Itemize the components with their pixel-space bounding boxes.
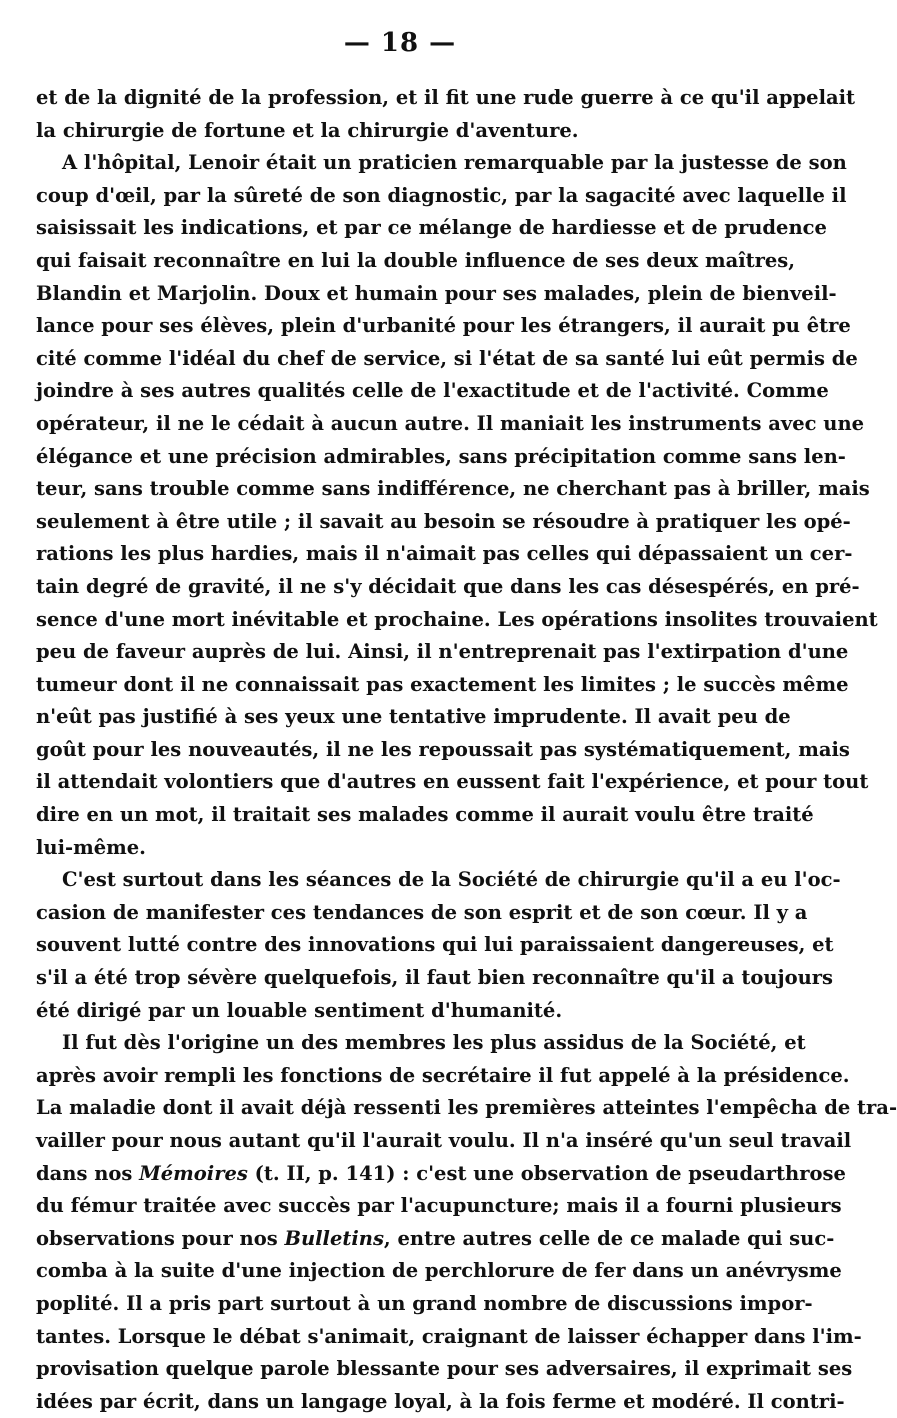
text-line: Blandin et Marjolin. Doux et humain pour ses malades, plein de bienveil- [36,281,837,305]
text-line: rations les plus hardies, mais il n'aimait pas celles qui dépassaient un cer- [36,542,853,566]
text-line [36,1158,846,1191]
text-line: élégance et une précision admirables, sans précipitation comme sans len- [36,444,846,468]
text-segment: , entre autres celle de ce malade qui suc- [383,1226,835,1250]
memoires-title: Mémoires [139,1161,248,1185]
text-line: opérateur, il ne le cédait à aucun autre. Il maniait les instruments avec une [36,411,865,435]
text-line: C'est surtout dans les séances de la Société de chirurgie qu'il a eu l'oc- [62,868,841,892]
text-line: tain degré de gravité, il ne s'y décidait que dans les cas désespérés, en pré- [36,574,860,598]
text-line: lui-même. [36,835,146,859]
text-line: poplité. Il a pris part surtout à un grand nombre de discussions impor- [36,1291,813,1315]
text-line: casion de manifester ces tendances de son esprit et de son cœur. Il y a [36,900,808,924]
text-line: provisation quelque parole blessante pour ses adversaires, il exprimait ses [36,1357,853,1381]
text-line: lance pour ses élèves, plein d'urbanité pour les étrangers, il aurait pu être [36,314,851,338]
text-line: s'il a été trop sévère quelquefois, il faut bien reconnaître qu'il a toujours [36,966,834,990]
text-line: vailler pour nous autant qu'il l'aurait voulu. Il n'a inséré qu'un seul travail [36,1129,852,1152]
text-segment: observations pour nos [36,1226,285,1250]
text-line: saisissait les indications, et par ce mélange de hardiesse et de prudence [36,216,827,240]
text-line: n'eût pas justifié à ses yeux une tentative imprudente. Il avait peu de [36,705,791,729]
text-line: il attendait volontiers que d'autres en eussent fait l'expérience, et pour tout [36,770,869,794]
text-line: la chirurgie de fortune et la chirurgie d'aventure. [36,118,579,142]
text-line: idées par écrit, dans un langage loyal, à la fois ferme et modéré. Il contri- [36,1389,845,1413]
text-line: souvent lutté contre des innovations qui lui paraissaient dangereuses, et [36,933,834,957]
text-line: cité comme l'idéal du chef de service, si l'état de sa santé lui eût permis de [36,346,858,370]
text-line: La maladie dont il avait déjà ressenti les premières atteintes l'empêcha de tra- [36,1096,897,1120]
body-text [36,82,897,1418]
text-line: été dirigé par un louable sentiment d'humanité. [36,998,563,1022]
text-line: A l'hôpital, Lenoir était un praticien remarquable par la justesse de son [62,151,847,175]
text-line: sence d'une mort inévitable et prochaine. Les opérations insolites trouvaient [36,607,878,631]
text-line: et de la dignité de la profession, et il fit une rude guerre à ce qu'il appelait [36,86,856,109]
text-line: joindre à ses autres qualités celle de l'exactitude et de l'activité. Comme [36,379,829,403]
text-line: après avoir rempli les fonctions de secrétaire il fut appelé à la présidence. [36,1063,850,1087]
text-line: comba à la suite d'une injection de perchlorure de fer dans un anévrysme [36,1259,842,1283]
page-number: — 18 — [343,28,457,58]
text-line: du fémur traitée avec succès par l'acupuncture; mais il a fourni plusieurs [36,1194,842,1218]
text-line [36,1223,835,1256]
text-line: coup d'œil, par la sûreté de son diagnostic, par la sagacité avec laquelle il [36,183,847,207]
text-line: teur, sans trouble comme sans indifférence, ne cherchant pas à briller, mais [36,477,870,501]
text-line: goût pour les nouveautés, il ne les repoussait pas systématiquement, mais [36,737,850,761]
text-line: dire en un mot, il traitait ses malades comme il aurait voulu être traité [36,803,814,827]
bulletins-title: Bulletins [284,1226,384,1250]
text-line: peu de faveur auprès de lui. Ainsi, il n'entreprenait pas l'extirpation d'une [36,640,849,664]
text-line: seulement à être utile ; il savait au besoin se résoudre à pratiquer les opé- [36,509,851,533]
text-line: tumeur dont il ne connaissait pas exactement les limites ; le succès même [36,672,849,696]
text-segment: dans nos [36,1161,140,1185]
text-line: Il fut dès l'origine un des membres les plus assidus de la Société, et [62,1031,806,1055]
text-line: tantes. Lorsque le débat s'animait, craignant de laisser échapper dans l'im- [36,1324,862,1348]
text-line: qui faisait reconnaître en lui la double influence de ses deux maîtres, [36,248,796,272]
text-segment: (t. II, p. 141) : c'est une observation de pseudarthrose [247,1161,846,1185]
